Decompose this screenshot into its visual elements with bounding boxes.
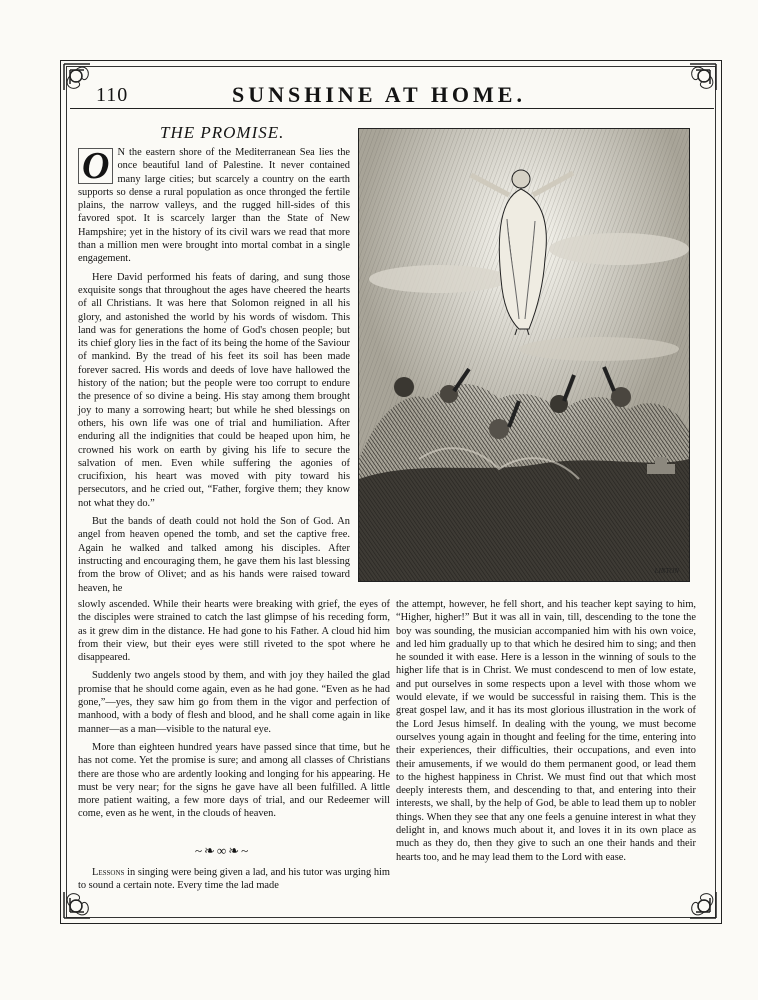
paragraph-1: [78, 146, 350, 266]
paragraph-5: Suddenly two angels stood by them, and with joy they hailed the glad promise that he should come again, even as he had gone. “Even as he had gone,”—yes, they saw him go from them in the vigor and perfection of manhood, with a body of flesh and blood, and he shall come again in like manner—as a man—visible to the natural eye.: [78, 670, 390, 735]
lead-word: Lessons: [92, 867, 125, 878]
drop-cap: O: [78, 148, 113, 184]
running-title: SUNSHINE AT HOME.: [232, 82, 526, 107]
paragraph-1-text: N the eastern shore of the Mediterranean Sea lies the once beautiful land of Palestine. It never contained many large cities; but scarcely a country on the earth supports so dense a rural population as once thronged the fertile plains, the narrow valleys, and the rugged hill-sides of this favored spot. It is scarcely larger than the State of New Hampshire; yet in the history of its civil wars we read that more than a million men were brought into mortal combat in a single engagement.: [78, 147, 350, 265]
lessons-left-text: in singing were being given a lad, and his tutor was urging him to sound a certain note. Every time the lad made: [78, 867, 390, 892]
section-divider-ornament: ~❧∞❧~: [195, 843, 251, 858]
left-column-continued: [78, 598, 390, 821]
lessons-paragraph-left: [78, 866, 390, 893]
ascension-illustration: [358, 128, 690, 582]
page-number: 110: [96, 84, 129, 106]
right-column: [396, 598, 696, 864]
corner-ornament-bottom-right: [674, 876, 720, 922]
lessons-paragraph-right: the attempt, however, he fell short, and his teacher kept saying to him, “Higher, higher!” But it was all in vain, till, descending to the tone the boy was sounding, the musician accompanied him with his own voice, and led him gradually up to that which he desired him to sing; and then he sounded it with ease. Here is a lesson in the winning of souls to the higher life that is in Christ. We must condescend to men of low estate, and put ourselves in some respects upon a level with those whom we would elevate, if we would be successful in raising them. This is the great gospel law, and it has its most glorious illustration in the work of the Lord Jesus himself. In dealing with the young, we must become ourselves young again in thought and feeling for the time, entering into their experiences, their difficulties, their occupations, and even into their amusements, if we would do them permanent good, or lead them to the highest happiness in Christ. We must find out that which most deeply interests them, and descending to that, and entering into their interests, we shall, by the help of God, be able to lead them up to nobler things. When they see that any one feels a genuine interest in what they delight in, and knows much about it, and loves it in its own place as much as they do, then they give to such an one their hands and their hearts too, and he may lead them to the Lord with ease.: [396, 599, 696, 863]
paragraph-4: slowly ascended. While their hearts were breaking with grief, the eyes of the disciples were strained to catch the last glimpse of his receding form, as it grew dim in the distance. He had gone to his Father. A cloud hid him from their view, but their eyes were still riveted to the spot where he disappeared.: [78, 599, 390, 664]
article-title: THE PROMISE.: [160, 123, 285, 142]
paragraph-6: More than eighteen hundred years have passed since that time, but he has not come. Yet the promise is sure; and among all classes of Christians there are those who are ardently looking and longing for his appearing. He must be very near; for the signs he gave have all been fulfilled. A little more patient waiting, a few more days of trial, and our Redeemer will come, even as he went, in the clouds of heaven.: [78, 741, 390, 820]
left-column: [78, 146, 350, 595]
paragraph-2: Here David performed his feats of daring, and sung those exquisite songs that throughout the ages have cheered the hearts of all Christians. It was here that Solomon reigned in all his glory, and astonished the world by his words of wisdom. This land was for generations the home of God's chosen people; but its chief glory lies in the fact of its being the home of the Saviour of mankind. By the tread of his feet its soil has been made forever sacred. His words and deeds of love have hallowed the history of the nation; but the people were too corrupt to endure the presence of so divine a being. His stay among them brought joy to many a sorrowing heart; but while he shed blessings on others, his own life was one of trial and humiliation. After enduring all the indignities that could be heaped upon him, he crowned his work on earth by giving his life to secure the salvation of men. Even while suffering the agonies of crucifixion, his heart was moved with pity toward his persecutors, and he cried out, “Father, forgive them; they know not what they do.”: [78, 271, 350, 509]
header-rule: [70, 108, 714, 109]
artist-signature: LINTON: [654, 567, 679, 575]
paragraph-3: But the bands of death could not hold the Son of God. An angel from heaven opened the tomb, and set the captive free. Again he walked and talked among his disciples. After instructing and encouraging them, he gave them his last blessing from the brow of Olivet; and as his hands were raised toward heaven, he: [78, 516, 350, 594]
lessons-paragraph-start: [78, 866, 390, 893]
